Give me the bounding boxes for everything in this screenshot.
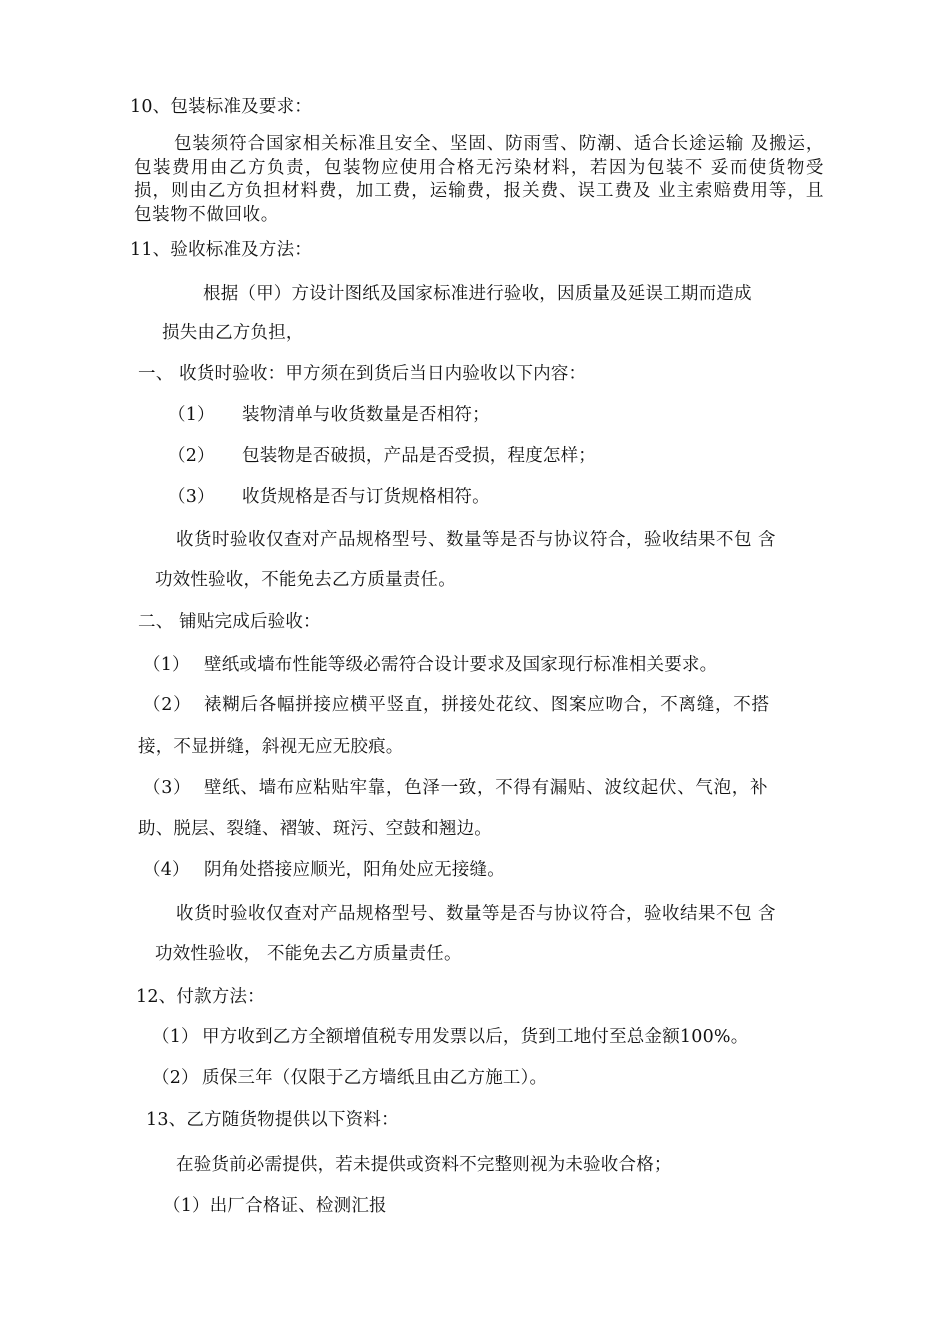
item-text: 包装物是否破损，产品是否受损，程度怎样； bbox=[242, 446, 596, 466]
part-2-item-4 bbox=[143, 858, 505, 882]
section-12-item-2 bbox=[152, 1066, 547, 1090]
section-10-heading: 10、包装标准及要求： bbox=[130, 97, 312, 117]
part-1-note-line2: 功效性验收，不能免去乙方质量责任。 bbox=[155, 570, 456, 590]
section-13-heading: 13、乙方随货物提供以下资料： bbox=[146, 1110, 399, 1130]
item-text: 壁纸或墙布性能等级必需符合设计要求及国家现行标准相关要求。 bbox=[204, 655, 718, 675]
item-text: 壁纸、墙布应粘贴牢靠，色泽一致，不得有漏贴、波纹起伏、气泡，补 bbox=[204, 778, 769, 798]
item-number: （2） bbox=[152, 1068, 199, 1088]
item-number: （1） bbox=[152, 1027, 199, 1047]
section-11-intro-line2: 损失由乙方负担， bbox=[162, 323, 304, 343]
part-2-item-2-cont: 接，不显拼缝，斜视无应无胶痕。 bbox=[138, 737, 404, 757]
part-2-note-line2: 功效性验收， 不能免去乙方质量责任。 bbox=[155, 944, 462, 964]
part-2-item-1 bbox=[143, 653, 717, 677]
part-1-note-line1: 收货时验收仅查对产品规格型号、数量等是否与协议符合，验收结果不包 含 bbox=[176, 530, 777, 550]
part-2-item-3-cont: 助、脱层、裂缝、褶皱、斑污、空鼓和翘边。 bbox=[138, 819, 492, 839]
item-text: 装物清单与收货数量是否相符； bbox=[242, 405, 490, 425]
part-2-note-line1: 收货时验收仅查对产品规格型号、数量等是否与协议符合，验收结果不包 含 bbox=[176, 904, 777, 924]
part-1-item-1 bbox=[168, 403, 490, 427]
part-2-heading: 二、 铺贴完成后验收： bbox=[138, 612, 321, 632]
part-2-item-3 bbox=[143, 776, 768, 800]
part-1-item-3 bbox=[168, 485, 490, 509]
item-text: 收货规格是否与订货规格相符。 bbox=[242, 487, 490, 507]
item-number: （1） bbox=[143, 655, 190, 675]
part-1-item-2 bbox=[168, 444, 596, 468]
section-10-body: 包装须符合国家相关标准且安全、坚固、防雨雪、防潮、适合长途运输 及搬运，包装费用由乙方负责，包装物应使用合格无污染材料，若因为包装不 妥而使货物受损，则由乙方负担材料费，加工费，运输费，报关费、误工费及 业主索赔费用等，且包装物不做回收。 bbox=[134, 134, 824, 225]
item-text: 质保三年（仅限于乙方墙纸且由乙方施工）。 bbox=[202, 1068, 548, 1088]
item-number: （2） bbox=[143, 695, 192, 715]
section-13-intro: 在验货前必需提供，若未提供或资料不完整则视为未验收合格； bbox=[176, 1155, 672, 1175]
section-11-heading: 11、验收标准及方法： bbox=[130, 240, 312, 260]
section-12-item-1 bbox=[152, 1025, 748, 1049]
item-text: 裱糊后各幅拼接应横平竖直，拼接处花纹、图案应吻合，不离缝，不搭 bbox=[204, 695, 770, 715]
item-number: （3） bbox=[143, 778, 192, 798]
item-number: （3） bbox=[168, 487, 215, 507]
item-text: 甲方收到乙方全额增值税专用发票以后，货到工地付至总金额100%。 bbox=[202, 1027, 749, 1047]
part-2-item-2 bbox=[143, 693, 770, 717]
section-13-item-1: （1）出厂合格证、检测汇报 bbox=[163, 1196, 387, 1216]
section-11-intro-line1: 根据（甲）方设计图纸及国家标准进行验收，因质量及延误工期而造成 bbox=[203, 284, 752, 304]
item-number: （1） bbox=[168, 405, 215, 425]
item-text: 阴角处搭接应顺光，阳角处应无接缝。 bbox=[204, 860, 505, 880]
item-number: （4） bbox=[143, 860, 190, 880]
item-number: （2） bbox=[168, 446, 215, 466]
part-1-heading: 一、 收货时验收：甲方须在到货后当日内验收以下内容： bbox=[138, 364, 587, 384]
section-12-heading: 12、付款方法： bbox=[136, 987, 265, 1007]
